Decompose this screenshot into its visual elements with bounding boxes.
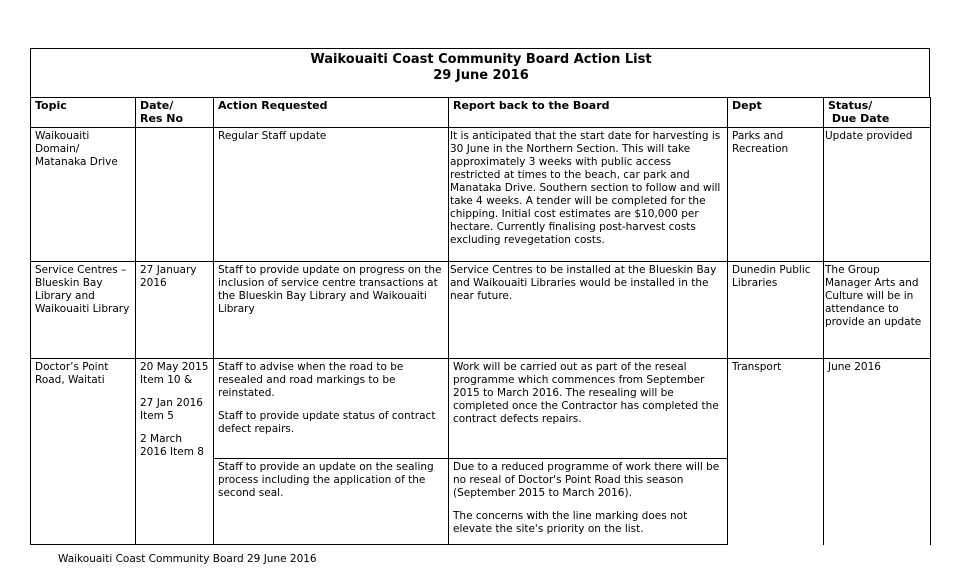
cell-action: Regular Staff update: [214, 128, 449, 262]
table-row: [31, 128, 931, 262]
cell-report: [449, 459, 728, 545]
action-list-table: [30, 97, 931, 545]
header-status: Status/ Due Date: [824, 98, 931, 128]
document-title: Waikouaiti Coast Community Board Action List: [310, 52, 652, 67]
cell-status: The Group Manager Arts and Culture will be in attendance to provide an update: [824, 262, 931, 359]
cell-status: June 2016: [824, 359, 931, 545]
cell-topic: Service Centres – Blueskin Bay Library and Waikouaiti Library: [31, 262, 136, 359]
cell-action: Staff to provide an update on the sealing process including the application of the second seal.: [214, 459, 449, 545]
cell-topic: Doctor’s Point Road, Waitati: [31, 359, 136, 545]
header-topic: Topic: [31, 98, 136, 128]
date-entry: 27 Jan 2016 Item 5: [140, 397, 203, 422]
document-date: 29 June 2016: [433, 68, 529, 83]
cell-dept: Transport: [728, 359, 824, 545]
title-frame: [30, 48, 930, 97]
cell-action: Staff to provide update on progress on the inclusion of service centre transactions at the Blueskin Bay Library and Waikouaiti Library: [214, 262, 449, 359]
cell-date: [136, 128, 214, 262]
report-entry: Due to a reduced programme of work there will be no reseal of Doctor's Point Road this season (September 2015 to March 2016).: [453, 461, 720, 499]
table-row: [31, 359, 931, 459]
header-dept: Dept: [728, 98, 824, 128]
cell-status: Update provided: [824, 128, 931, 262]
header-report: Report back to the Board: [449, 98, 728, 128]
cell-date: [136, 359, 214, 545]
table-row: [31, 262, 931, 359]
cell-dept: Dunedin Public Libraries: [728, 262, 824, 359]
table-header-row: [31, 98, 931, 128]
header-date: Date/ Res No: [136, 98, 214, 128]
cell-date: 27 January 2016: [136, 262, 214, 359]
date-entry: 20 May 2015 Item 10 &: [140, 361, 209, 386]
action-entry: Staff to provide update status of contract defect repairs.: [218, 410, 436, 435]
report-entry: The concerns with the line marking does not elevate the site's priority on the list.: [453, 510, 688, 535]
cell-report: Service Centres to be installed at the Blueskin Bay and Waikouaiti Libraries would be installed in the near future.: [449, 262, 728, 359]
cell-report: It is anticipated that the start date for harvesting is 30 June in the Northern Section. This will take approximately 3 weeks with public access restricted at times to the beach, car park and Manataka Drive. Southern section to follow and will take 4 weeks. A tender will be completed for the chipping. Initial cost estimates are $10,000 per hectare. Currently finalising post-harvest costs excluding revegetation costs.: [449, 128, 728, 262]
cell-report: Work will be carried out as part of the reseal programme which commences from September 2015 to March 2016. The resealing will be completed once the Contractor has completed the contract defects repairs.: [449, 359, 728, 459]
date-entry: 2 March 2016 Item 8: [140, 433, 204, 458]
action-entry: Staff to advise when the road to be resealed and road markings to be reinstated.: [218, 361, 404, 399]
page-footer: Waikouaiti Coast Community Board 29 June 2016: [58, 553, 317, 565]
cell-dept: Parks and Recreation: [728, 128, 824, 262]
cell-action: [214, 359, 449, 459]
cell-topic: Waikouaiti Domain/ Matanaka Drive: [31, 128, 136, 262]
header-action: Action Requested: [214, 98, 449, 128]
